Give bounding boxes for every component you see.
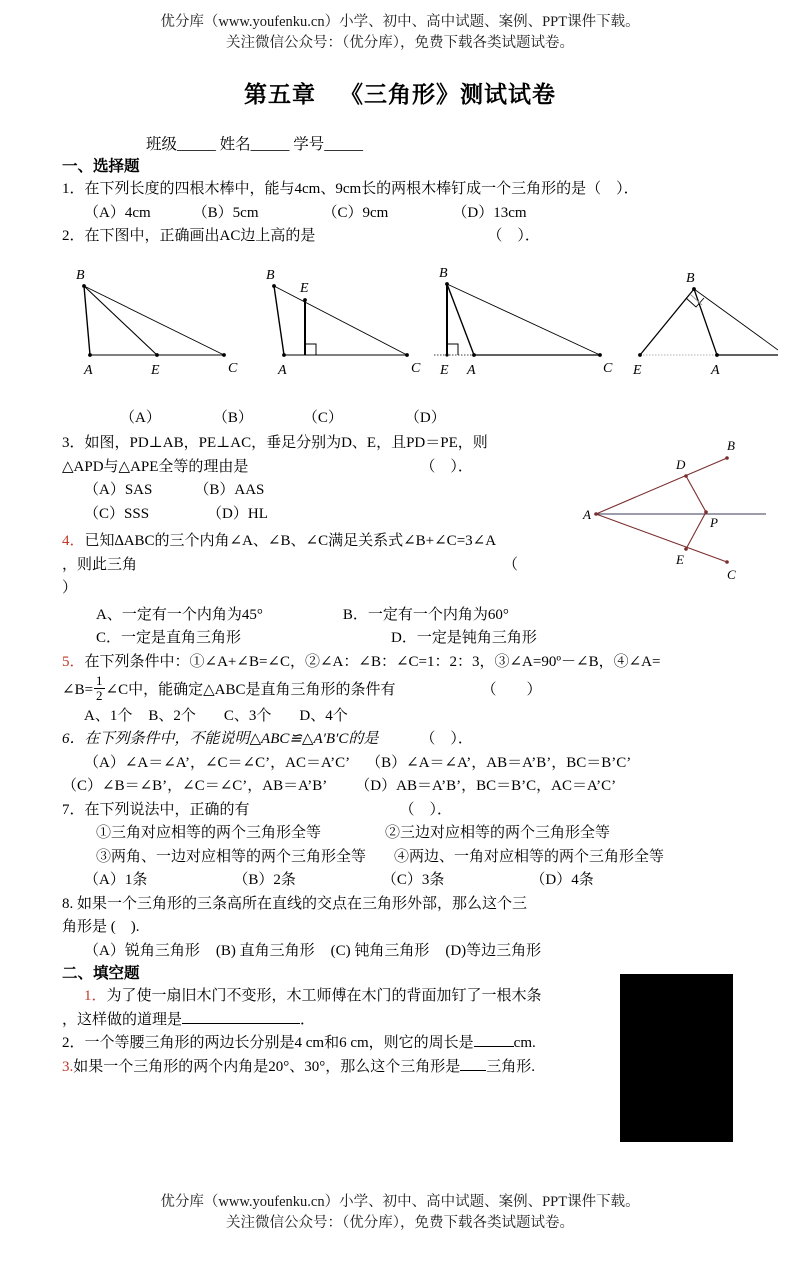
q2-stem-text: 2．在下图中，正确画出AC边上高的是	[62, 228, 316, 244]
svg-text:E: E	[151, 363, 160, 378]
question-6-options-row-2	[62, 775, 738, 799]
header-banner-line-1: 优分库（www.youfenku.cn）小学、初中、高中试题、案例、PPT课件下载。	[160, 14, 640, 30]
question-1-options	[62, 202, 738, 226]
fill-item-2-unit: cm.	[513, 1035, 536, 1052]
q7-option-d: （D）4条	[530, 872, 594, 889]
q5-stem-pre: ∠B=	[62, 681, 94, 698]
q3-option-b: （B）AAS	[194, 482, 265, 498]
q5-option-a: A、1个	[84, 707, 133, 724]
q8-option-a: （A）锐角三角形	[84, 942, 200, 959]
fraction-denominator: 2	[96, 687, 103, 703]
svg-text:E: E	[300, 281, 309, 296]
q5-number: 5．	[62, 653, 85, 670]
section-heading-fill-blank: 二、填空题	[62, 965, 140, 983]
question-4-options-row-1	[62, 604, 738, 628]
fill-item-1-text: 为了使一扇旧木门不变形，木工师傅在木门的背面加钉了一根木条	[106, 988, 542, 1005]
q3-stem-text: △APD与△APE全等的理由是	[62, 458, 249, 475]
fill-item-2-blank[interactable]	[474, 1046, 514, 1047]
question-3-options-row-2	[62, 503, 738, 527]
q3-answer-paren: （ ）．	[420, 458, 473, 475]
q1-option-a: （A）4cm	[84, 204, 151, 221]
svg-text:C: C	[411, 361, 421, 376]
q4-number: 4．	[62, 533, 85, 549]
student-id-line: 班级_____ 姓名_____ 学号_____	[146, 136, 364, 153]
q2-fig-label-c: （C）	[302, 410, 343, 426]
question-3-stem-line-1: 3．如图，PD⊥AB，PE⊥AC，垂足分别为D、E，且PD＝PE，则	[62, 435, 488, 451]
q6-option-c: （C）∠B＝∠B’，∠C＝∠C’，AB＝A’B’	[62, 778, 328, 795]
q5-stem-post: ∠C中，能确定△ABC是直角三角形的条件有	[105, 681, 396, 698]
q7-answer-paren: （ ）．	[399, 801, 453, 818]
svg-text:A: A	[467, 363, 476, 378]
question-6-stem	[62, 728, 738, 752]
black-redaction-rectangle	[620, 974, 733, 1142]
footer-banner-line-1: 优分库（www.youfenku.cn）小学、初中、高中试题、案例、PPT课件下载。	[160, 1194, 640, 1210]
fill-item-3-number: 3.	[62, 1058, 74, 1075]
q6-option-d: （D）AB＝A’B’，BC＝B’C，AC＝A’C’	[355, 778, 617, 795]
question-5-stem-line-2	[62, 674, 738, 705]
svg-text:D: D	[676, 457, 686, 472]
q2-fig-label-b: （B）	[212, 410, 253, 426]
question-5-options	[62, 705, 738, 729]
figure-a-triangle	[84, 286, 224, 355]
q7-statement-1: ①三角对应相等的两个三角形全等	[96, 825, 322, 842]
figure-c-triangle	[434, 284, 600, 355]
q4-stem-text-2: ，则此三角	[62, 556, 138, 573]
content-block-top	[62, 156, 738, 260]
q3-option-a: （A）SAS	[84, 482, 153, 498]
q7-statement-2: ②三边对应相等的两个三角形全等	[385, 825, 611, 842]
svg-text:P: P	[710, 515, 718, 530]
q8-option-c: (C) 钝角三角形	[330, 942, 430, 959]
q2-fig-label-d: （D）	[404, 410, 446, 426]
svg-text:C: C	[228, 361, 238, 376]
fraction-numerator: 1	[96, 673, 103, 688]
fill-item-2-number: 2．	[62, 1035, 85, 1052]
q7-statement-3: ③两角、一边对应相等的两个三角形全等	[96, 848, 367, 865]
fill-item-1-number: 1．	[84, 988, 107, 1005]
q3-option-d: （D）HL	[207, 505, 268, 522]
footer-banner	[0, 1192, 800, 1234]
question-8-options	[62, 940, 738, 964]
fill-item-3-text: 如果一个三角形的两个内角是20°、30°，那么这个三角形是	[73, 1058, 461, 1075]
q4-option-d: D．一定是钝角三角形	[391, 630, 537, 646]
q4-paren-open: （	[503, 556, 519, 573]
q7-stem-text: 7．在下列说法中，正确的有	[62, 801, 250, 818]
question-7-stem	[62, 799, 738, 823]
q7-option-c: （C）3条	[381, 872, 445, 889]
fill-item-1-blank[interactable]	[182, 1023, 300, 1024]
q4-option-a: A、一定有一个内角为45°	[96, 606, 263, 623]
header-banner-line-2: 关注微信公众号：（优分库），免费下载各类试题试卷。	[226, 35, 574, 51]
question-7-statements-row-2	[62, 846, 738, 870]
question-2-figure-labels	[62, 406, 738, 427]
fill-item-1-line-1	[62, 985, 644, 1009]
q7-option-a: （A）1条	[84, 872, 148, 889]
question-4-options-row-2	[62, 627, 738, 651]
question-8-stem-line-2: 角形是 ( ).	[62, 919, 140, 936]
svg-text:B: B	[76, 268, 85, 283]
q3-option-c: （C）SSS	[84, 505, 150, 522]
question-4-paren-close-row	[62, 577, 738, 601]
q5-option-c: C、3个	[223, 707, 272, 724]
svg-text:E: E	[440, 363, 449, 378]
question-3-stem-line-2	[62, 456, 738, 480]
q1-option-c: （C）9cm	[322, 204, 389, 221]
svg-text:B: B	[439, 266, 448, 281]
question-5-stem-line-1	[62, 651, 738, 675]
svg-text:A: A	[84, 363, 93, 378]
fill-item-2-text: 一个等腰三角形的两边长分别是4 cm和6 cm，则它的周长是	[84, 1035, 474, 1052]
question-8-stem-line-1: 8. 如果一个三角形的三条高所在直线的交点在三角形外部，那么这个三	[62, 895, 528, 912]
section-heading-choice: 一、选择题	[62, 158, 140, 175]
q2-fig-label-a: （A）	[120, 410, 161, 426]
fill-item-1-period: ．	[300, 1011, 316, 1028]
q6-option-b: （B）∠A＝∠A’，AB＝A’B’，BC＝B’C’	[366, 754, 632, 771]
q4-paren-close: ）	[62, 580, 78, 596]
fraction-one-half	[94, 674, 105, 702]
q7-option-b: （B）2条	[233, 872, 296, 889]
q8-option-d: (D)等边三角形	[445, 942, 542, 959]
figure-d-triangle	[640, 289, 778, 355]
question-2-stem	[62, 225, 738, 249]
q4-stem-text: 已知∆ABC的三个内角∠A、∠B、∠C满足关系式∠B+∠C=3∠A	[84, 533, 497, 549]
svg-text:A: A	[278, 363, 287, 378]
q6-answer-paren: （ ）．	[420, 731, 473, 748]
title-name: 《三角形》测试试卷	[340, 82, 556, 107]
title-chapter: 第五章	[244, 82, 316, 107]
fill-item-3-blank[interactable]	[460, 1070, 486, 1071]
question-7-statements-row-1	[62, 822, 738, 846]
svg-text:B: B	[686, 271, 695, 286]
q4-option-c: C．一定是直角三角形	[96, 630, 242, 646]
fill-item-3-tail: 三角形.	[486, 1058, 536, 1075]
svg-text:C: C	[727, 567, 736, 582]
svg-text:B: B	[727, 438, 735, 453]
fill-item-1-text-2: ，这样做的道理是	[62, 1011, 183, 1028]
q5-option-d: D、4个	[299, 707, 348, 724]
q4-option-b: B．一定有一个内角为60°	[342, 606, 509, 623]
svg-text:B: B	[266, 268, 275, 283]
q6-stem-text: 6．在下列条件中，不能说明△ABC≌△A′B′C的是	[62, 731, 379, 748]
q8-option-b: (B) 直角三角形	[215, 942, 315, 959]
question-7-options	[62, 869, 738, 893]
q7-statement-4: ④两边、一角对应相等的两个三角形全等	[394, 848, 665, 865]
svg-text:E: E	[633, 363, 642, 378]
q1-option-b: （B）5cm	[192, 204, 259, 221]
q5-stem-text: 在下列条件中：①∠A+∠B=∠C，②∠A：∠B：∠C=1：2：3，③∠A=90º－∠B，④∠A=	[84, 653, 661, 670]
svg-text:A: A	[711, 363, 720, 378]
figure-b-triangle	[274, 286, 407, 355]
header-banner	[0, 12, 800, 54]
question-2-figures	[62, 262, 778, 394]
question-1-stem: 1．在下列长度的四根木棒中，能与4cm、9cm长的两根木棒钉成一个三角形的是（ ）．	[62, 181, 639, 197]
question-4-stem-line-2	[62, 554, 738, 578]
q1-option-d: （D）13cm	[452, 204, 527, 221]
question-6-options-row-1	[62, 752, 738, 776]
q2-answer-paren: （ ）．	[487, 228, 540, 244]
q6-option-a: （A）∠A＝∠A’，∠C＝∠C’，AC＝A’C’	[84, 754, 351, 771]
question-4-stem-line-1	[62, 530, 738, 554]
svg-text:C: C	[603, 361, 613, 376]
page-title	[0, 76, 800, 109]
svg-text:E: E	[676, 552, 684, 567]
question-3-options-row-1	[62, 479, 738, 503]
svg-text:A: A	[583, 507, 591, 522]
footer-banner-line-2: 关注微信公众号：（优分库），免费下载各类试题试卷。	[226, 1215, 574, 1231]
q5-option-b: B、2个	[148, 707, 196, 724]
q5-answer-paren: （ ）	[481, 681, 542, 698]
